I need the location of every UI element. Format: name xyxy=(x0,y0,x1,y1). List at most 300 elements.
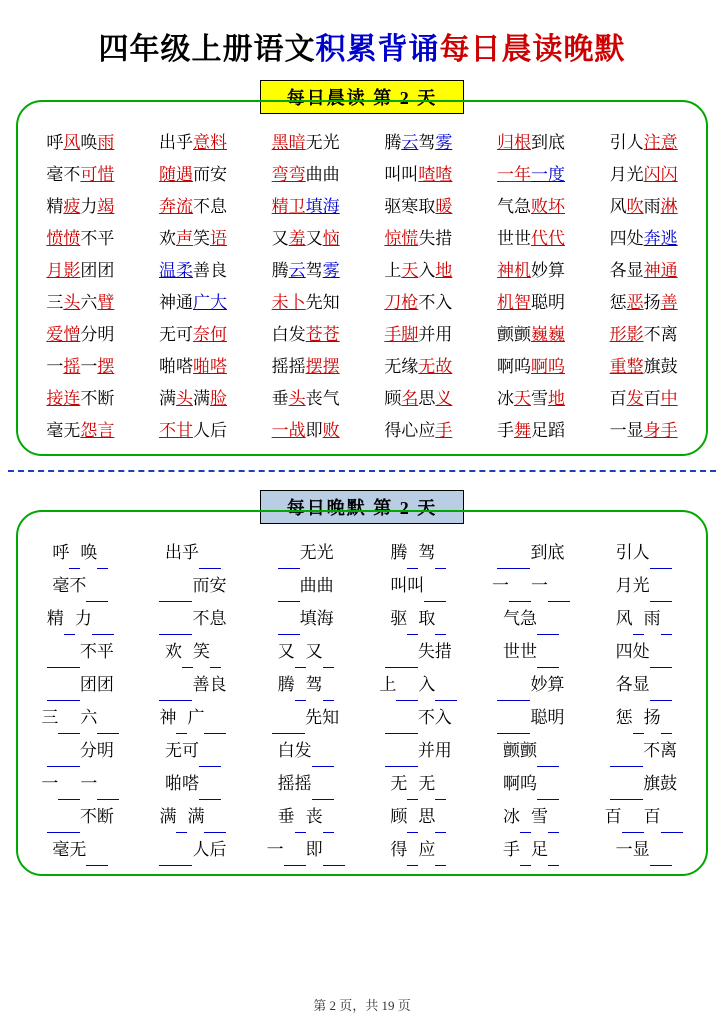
dictation-blank[interactable] xyxy=(312,769,334,800)
dictation-cell[interactable] xyxy=(475,604,588,635)
title-part-1: 四年级上册语文 xyxy=(98,33,316,66)
dictation-cell[interactable] xyxy=(362,604,475,635)
dictation-blank[interactable] xyxy=(278,604,300,635)
dictation-blank[interactable] xyxy=(159,604,192,635)
idiom-part: 恼 xyxy=(322,229,340,248)
dictation-cell[interactable] xyxy=(362,835,475,866)
idiom-part: 驾 xyxy=(418,133,436,152)
idiom-cell xyxy=(587,320,700,350)
dictation-blank[interactable] xyxy=(661,802,683,833)
dictation-blank[interactable] xyxy=(633,703,644,734)
idiom-part: 引人 xyxy=(609,133,644,152)
idiom-part: 头 xyxy=(175,389,193,408)
dictation-char: 失措 xyxy=(417,642,452,661)
dictation-blank[interactable] xyxy=(407,538,418,569)
dictation-cell[interactable] xyxy=(362,769,475,800)
dictation-cell[interactable] xyxy=(362,538,475,569)
idiom-cell xyxy=(362,224,475,254)
dictation-cell[interactable] xyxy=(249,769,362,800)
dictation-char: 取 xyxy=(418,609,436,628)
dictation-cell[interactable] xyxy=(362,802,475,833)
dictation-blank[interactable] xyxy=(407,604,418,635)
idiom-cell xyxy=(475,256,588,286)
dictation-blank[interactable] xyxy=(69,538,80,569)
idiom-part: 手 xyxy=(435,421,453,440)
idiom-part: 不入 xyxy=(418,293,453,312)
idiom-part: 团团 xyxy=(80,261,115,280)
dictation-blank[interactable] xyxy=(58,703,80,734)
dictation-blank[interactable] xyxy=(661,703,672,734)
idiom-part: 无光 xyxy=(305,133,340,152)
idiom-cell xyxy=(587,416,700,446)
dictation-char: 先知 xyxy=(305,708,340,727)
idiom-part: 得心 xyxy=(384,421,419,440)
idiom-part: 唤 xyxy=(80,133,98,152)
dictation-blank[interactable] xyxy=(278,571,300,602)
dictation-cell[interactable] xyxy=(24,538,137,569)
idiom-part: 而安 xyxy=(192,165,227,184)
dictation-cell[interactable] xyxy=(587,802,700,833)
idiom-cell xyxy=(249,352,362,382)
dictation-blank[interactable] xyxy=(97,703,119,734)
idiom-cell xyxy=(362,416,475,446)
dictation-char: 神 xyxy=(159,708,177,727)
dictation-blank[interactable] xyxy=(396,670,418,701)
dictation-char: 毫不 xyxy=(52,576,87,595)
dictation-cell[interactable] xyxy=(24,835,137,866)
dictation-char: 冰 xyxy=(502,807,520,826)
dictation-blank[interactable] xyxy=(537,637,559,668)
dictation-cell[interactable] xyxy=(24,736,137,767)
dictation-char: 一显 xyxy=(615,840,650,859)
idiom-part: 月光 xyxy=(609,165,644,184)
idiom-part: 腾 xyxy=(384,133,402,152)
dictation-char: 不断 xyxy=(79,807,114,826)
dictation-cell[interactable] xyxy=(475,835,588,866)
dictation-cell[interactable] xyxy=(137,637,250,668)
idiom-part: 填海 xyxy=(305,197,340,216)
morning-idiom-grid xyxy=(24,128,700,446)
idiom-part: 又 xyxy=(305,229,323,248)
idiom-part: 一 xyxy=(80,357,98,376)
dictation-blank[interactable] xyxy=(610,769,643,800)
dictation-blank[interactable] xyxy=(435,604,446,635)
idiom-part: 头 xyxy=(63,293,81,312)
idiom-part: 语 xyxy=(209,229,227,248)
idiom-cell xyxy=(137,352,250,382)
dictation-blank[interactable] xyxy=(407,802,418,833)
dictation-char: 风 xyxy=(615,609,633,628)
idiom-part: 惊慌 xyxy=(384,229,419,248)
dictation-blank[interactable] xyxy=(497,670,530,701)
idiom-part: 并用 xyxy=(418,325,453,344)
idiom-part: 云 xyxy=(288,261,306,280)
idiom-part: 颤颤 xyxy=(496,325,531,344)
idiom-cell xyxy=(24,288,137,318)
idiom-part: 代代 xyxy=(530,229,565,248)
idiom-cell xyxy=(475,160,588,190)
dictation-blank[interactable] xyxy=(199,538,221,569)
dictation-char: 啊呜 xyxy=(502,774,537,793)
dictation-blank[interactable] xyxy=(176,703,187,734)
dictation-char: 善良 xyxy=(192,675,227,694)
idiom-part: 思 xyxy=(418,389,436,408)
idiom-part: 神通 xyxy=(643,261,678,280)
dictation-char: 填海 xyxy=(299,609,334,628)
idiom-part: 地 xyxy=(435,261,453,280)
idiom-cell xyxy=(475,320,588,350)
dictation-cell[interactable] xyxy=(362,670,475,701)
dictation-blank[interactable] xyxy=(509,571,531,602)
dictation-blank[interactable] xyxy=(86,571,108,602)
dictation-char: 人后 xyxy=(192,840,227,859)
evening-panel xyxy=(16,510,708,876)
idiom-cell xyxy=(475,224,588,254)
idiom-part: 分明 xyxy=(80,325,115,344)
dictation-blank[interactable] xyxy=(537,769,559,800)
dictation-char: 雨 xyxy=(643,609,661,628)
dictation-char: 广 xyxy=(187,708,205,727)
dictation-cell[interactable] xyxy=(362,637,475,668)
page-footer: 第 2 页，共 19 页 xyxy=(313,998,411,1013)
idiom-part: 应 xyxy=(418,421,436,440)
idiom-cell xyxy=(475,352,588,382)
dictation-blank[interactable] xyxy=(182,637,193,668)
idiom-part: 出乎 xyxy=(158,133,193,152)
dictation-blank[interactable] xyxy=(520,802,531,833)
idiom-part: 三 xyxy=(46,293,64,312)
idiom-cell xyxy=(587,256,700,286)
dictation-char: 满 xyxy=(159,807,177,826)
dictation-blank[interactable] xyxy=(548,835,559,866)
dictation-char: 即 xyxy=(305,840,323,859)
dictation-cell[interactable] xyxy=(475,670,588,701)
idiom-part: 奔逃 xyxy=(643,229,678,248)
idiom-part: 喳喳 xyxy=(418,165,453,184)
dictation-cell[interactable] xyxy=(249,637,362,668)
dictation-cell[interactable] xyxy=(249,670,362,701)
idiom-cell xyxy=(24,160,137,190)
idiom-part: 雨 xyxy=(643,197,661,216)
dictation-blank[interactable] xyxy=(661,604,672,635)
idiom-part: 败坏 xyxy=(530,197,565,216)
dictation-char: 白发 xyxy=(277,741,312,760)
idiom-part: 驾 xyxy=(305,261,323,280)
idiom-cell xyxy=(137,160,250,190)
idiom-part: 手脚 xyxy=(384,325,419,344)
idiom-cell xyxy=(362,320,475,350)
idiom-cell xyxy=(249,416,362,446)
idiom-part: 发 xyxy=(626,389,644,408)
dictation-cell[interactable] xyxy=(587,670,700,701)
idiom-part: 各显 xyxy=(609,261,644,280)
dictation-blank[interactable] xyxy=(97,538,108,569)
dictation-cell[interactable] xyxy=(137,835,250,866)
dictation-cell[interactable] xyxy=(24,637,137,668)
dictation-blank[interactable] xyxy=(204,802,226,833)
dictation-char: 雪 xyxy=(530,807,548,826)
idiom-part: 意料 xyxy=(192,133,227,152)
idiom-part: 曲曲 xyxy=(305,165,340,184)
idiom-part: 身手 xyxy=(643,421,678,440)
dictation-cell[interactable] xyxy=(587,835,700,866)
dictation-cell[interactable] xyxy=(137,736,250,767)
idiom-part: 舞 xyxy=(513,421,531,440)
dictation-blank[interactable] xyxy=(47,670,80,701)
idiom-cell xyxy=(137,384,250,414)
dictation-cell[interactable] xyxy=(24,769,137,800)
dictation-blank[interactable] xyxy=(210,637,221,668)
idiom-part: 惩 xyxy=(609,293,627,312)
dictation-cell[interactable] xyxy=(475,637,588,668)
dictation-char: 无 xyxy=(390,774,408,793)
dictation-char: 百 xyxy=(643,807,661,826)
dictation-cell[interactable] xyxy=(137,571,250,602)
dictation-blank[interactable] xyxy=(435,670,457,701)
dictation-char: 力 xyxy=(74,609,92,628)
dictation-blank[interactable] xyxy=(312,736,334,767)
dictation-cell[interactable] xyxy=(475,703,588,734)
dictation-blank[interactable] xyxy=(278,538,300,569)
idiom-part: 奔流 xyxy=(158,197,193,216)
dictation-cell[interactable] xyxy=(362,736,475,767)
dictation-blank[interactable] xyxy=(435,802,446,833)
dictation-blank[interactable] xyxy=(199,736,221,767)
idiom-part: 到底 xyxy=(530,133,565,152)
dictation-cell[interactable] xyxy=(587,571,700,602)
dictation-blank[interactable] xyxy=(650,571,672,602)
idiom-part: 摆摆 xyxy=(305,357,340,376)
idiom-part: 一战 xyxy=(271,421,306,440)
dictation-cell[interactable] xyxy=(24,670,137,701)
morning-banner: 每日晨读 第 2 天 xyxy=(260,80,465,114)
dictation-blank[interactable] xyxy=(622,802,644,833)
dictation-blank[interactable] xyxy=(520,835,531,866)
idiom-part: 怨言 xyxy=(80,421,115,440)
dictation-cell[interactable] xyxy=(249,538,362,569)
idiom-cell xyxy=(362,256,475,286)
dictation-blank[interactable] xyxy=(176,802,187,833)
dictation-cell[interactable] xyxy=(137,769,250,800)
dictation-blank[interactable] xyxy=(284,835,306,866)
dictation-cell[interactable] xyxy=(475,769,588,800)
dictation-blank[interactable] xyxy=(435,769,446,800)
dictation-blank[interactable] xyxy=(323,637,334,668)
dictation-blank[interactable] xyxy=(323,802,334,833)
dictation-char: 不离 xyxy=(643,741,678,760)
idiom-part: 头 xyxy=(288,389,306,408)
idiom-part: 雾 xyxy=(322,261,340,280)
idiom-part: 精卫 xyxy=(271,197,306,216)
dictation-cell[interactable] xyxy=(249,736,362,767)
dictation-char: 驱 xyxy=(390,609,408,628)
dictation-cell[interactable] xyxy=(587,769,700,800)
idiom-cell xyxy=(249,160,362,190)
idiom-cell xyxy=(362,128,475,158)
idiom-part: 巍巍 xyxy=(530,325,565,344)
dictation-char: 一 xyxy=(266,840,284,859)
dictation-cell[interactable] xyxy=(475,571,588,602)
dictation-char: 不息 xyxy=(192,609,227,628)
dictation-blank[interactable] xyxy=(97,769,119,800)
idiom-cell xyxy=(137,416,250,446)
dictation-char: 颤颤 xyxy=(502,741,537,760)
dictation-blank[interactable] xyxy=(159,670,192,701)
dictation-char: 世世 xyxy=(502,642,537,661)
dictation-cell[interactable] xyxy=(249,571,362,602)
idiom-part: 旗鼓 xyxy=(643,357,678,376)
dictation-blank[interactable] xyxy=(159,835,192,866)
idiom-part: 气急 xyxy=(496,197,531,216)
dictation-cell[interactable] xyxy=(137,670,250,701)
idiom-part: 世世 xyxy=(496,229,531,248)
dictation-blank[interactable] xyxy=(47,736,80,767)
idiom-part: 扬 xyxy=(643,293,661,312)
dictation-blank[interactable] xyxy=(650,670,672,701)
dictation-cell[interactable] xyxy=(137,604,250,635)
idiom-cell xyxy=(249,256,362,286)
dictation-cell[interactable] xyxy=(24,802,137,833)
dictation-char: 垂 xyxy=(277,807,295,826)
dictation-blank[interactable] xyxy=(650,637,672,668)
idiom-cell xyxy=(475,192,588,222)
dictation-blank[interactable] xyxy=(497,703,530,734)
dictation-cell[interactable] xyxy=(475,802,588,833)
idiom-part: 归根 xyxy=(496,133,531,152)
dictation-char: 聪明 xyxy=(530,708,565,727)
dictation-char: 毫无 xyxy=(52,840,87,859)
dictation-char: 到底 xyxy=(530,543,565,562)
idiom-part: 竭 xyxy=(97,197,115,216)
idiom-part: 毫无 xyxy=(46,421,81,440)
dictation-char: 无可 xyxy=(164,741,199,760)
idiom-part: 脸 xyxy=(209,389,227,408)
dictation-blank[interactable] xyxy=(435,538,446,569)
dictation-cell[interactable] xyxy=(587,736,700,767)
dictation-cell[interactable] xyxy=(587,703,700,734)
idiom-part: 恶 xyxy=(626,293,644,312)
dictation-blank[interactable] xyxy=(548,571,570,602)
dictation-char: 团团 xyxy=(79,675,114,694)
dictation-blank[interactable] xyxy=(610,736,643,767)
dictation-blank[interactable] xyxy=(633,604,644,635)
dictation-cell[interactable] xyxy=(137,802,250,833)
idiom-cell xyxy=(137,224,250,254)
dictation-cell[interactable] xyxy=(362,703,475,734)
dictation-blank[interactable] xyxy=(537,604,559,635)
dictation-cell[interactable] xyxy=(249,802,362,833)
dictation-char: 一 xyxy=(530,576,548,595)
dictation-char: 妙算 xyxy=(530,675,565,694)
idiom-part: 满 xyxy=(158,389,176,408)
idiom-part: 腾 xyxy=(271,261,289,280)
dictation-blank[interactable] xyxy=(272,703,305,734)
dictation-char: 笑 xyxy=(192,642,210,661)
idiom-cell xyxy=(137,128,250,158)
dictation-blank[interactable] xyxy=(199,769,221,800)
dictation-char: 气急 xyxy=(502,609,537,628)
dictation-char: 手 xyxy=(502,840,520,859)
dictation-char: 呼 xyxy=(52,543,70,562)
dictation-cell[interactable] xyxy=(587,604,700,635)
idiom-part: 不离 xyxy=(643,325,678,344)
evening-banner: 每日晚默 第 2 天 xyxy=(260,490,465,524)
dictation-blank[interactable] xyxy=(295,637,306,668)
dictation-char: 出乎 xyxy=(164,543,199,562)
idiom-cell xyxy=(24,320,137,350)
dictation-char: 而安 xyxy=(192,576,227,595)
dictation-blank[interactable] xyxy=(86,835,108,866)
idiom-part: 神机 xyxy=(496,261,531,280)
dictation-char: 思 xyxy=(418,807,436,826)
dictation-blank[interactable] xyxy=(323,670,334,701)
dictation-cell[interactable] xyxy=(249,604,362,635)
dictation-cell[interactable] xyxy=(249,703,362,734)
dictation-cell[interactable] xyxy=(24,571,137,602)
dictation-char: 各显 xyxy=(615,675,650,694)
dictation-blank[interactable] xyxy=(159,571,192,602)
dictation-blank[interactable] xyxy=(424,571,446,602)
dictation-blank[interactable] xyxy=(385,637,418,668)
dictation-cell[interactable] xyxy=(475,736,588,767)
dictation-blank[interactable] xyxy=(58,769,80,800)
dictation-cell[interactable] xyxy=(587,637,700,668)
dictation-blank[interactable] xyxy=(204,703,226,734)
idiom-cell xyxy=(475,384,588,414)
dictation-blank[interactable] xyxy=(407,769,418,800)
idiom-part: 刀枪 xyxy=(384,293,419,312)
dictation-blank[interactable] xyxy=(64,604,75,635)
dictation-blank[interactable] xyxy=(497,538,530,569)
dictation-cell[interactable] xyxy=(137,538,250,569)
dictation-cell[interactable] xyxy=(24,703,137,734)
dictation-blank[interactable] xyxy=(47,637,80,668)
dictation-blank[interactable] xyxy=(385,736,418,767)
idiom-part: 暖 xyxy=(435,197,453,216)
dictation-cell[interactable] xyxy=(587,538,700,569)
dictation-blank[interactable] xyxy=(435,835,446,866)
idiom-cell xyxy=(362,288,475,318)
dictation-blank[interactable] xyxy=(407,835,418,866)
dictation-blank[interactable] xyxy=(295,802,306,833)
dictation-blank[interactable] xyxy=(548,802,559,833)
idiom-part: 无故 xyxy=(418,357,453,376)
dictation-blank[interactable] xyxy=(47,802,80,833)
idiom-part: 白发 xyxy=(271,325,306,344)
dictation-blank[interactable] xyxy=(92,604,114,635)
idiom-part: 中 xyxy=(660,389,678,408)
dictation-char: 百 xyxy=(604,807,622,826)
dictation-char: 腾 xyxy=(277,675,295,694)
idiom-part: 闪闪 xyxy=(643,165,678,184)
dictation-cell[interactable] xyxy=(475,538,588,569)
idiom-part: 苍苍 xyxy=(305,325,340,344)
dictation-blank[interactable] xyxy=(650,538,672,569)
dictation-cell[interactable] xyxy=(249,835,362,866)
dictation-char: 入 xyxy=(418,675,436,694)
dictation-blank[interactable] xyxy=(537,736,559,767)
dictation-blank[interactable] xyxy=(650,835,672,866)
dictation-cell[interactable] xyxy=(137,703,250,734)
page-title xyxy=(0,0,724,68)
dictation-cell[interactable] xyxy=(24,604,137,635)
dictation-char: 摇摇 xyxy=(277,774,312,793)
dictation-cell[interactable] xyxy=(362,571,475,602)
dictation-blank[interactable] xyxy=(295,670,306,701)
dictation-blank[interactable] xyxy=(385,703,418,734)
dictation-blank[interactable] xyxy=(323,835,345,866)
idiom-part: 善良 xyxy=(192,261,227,280)
